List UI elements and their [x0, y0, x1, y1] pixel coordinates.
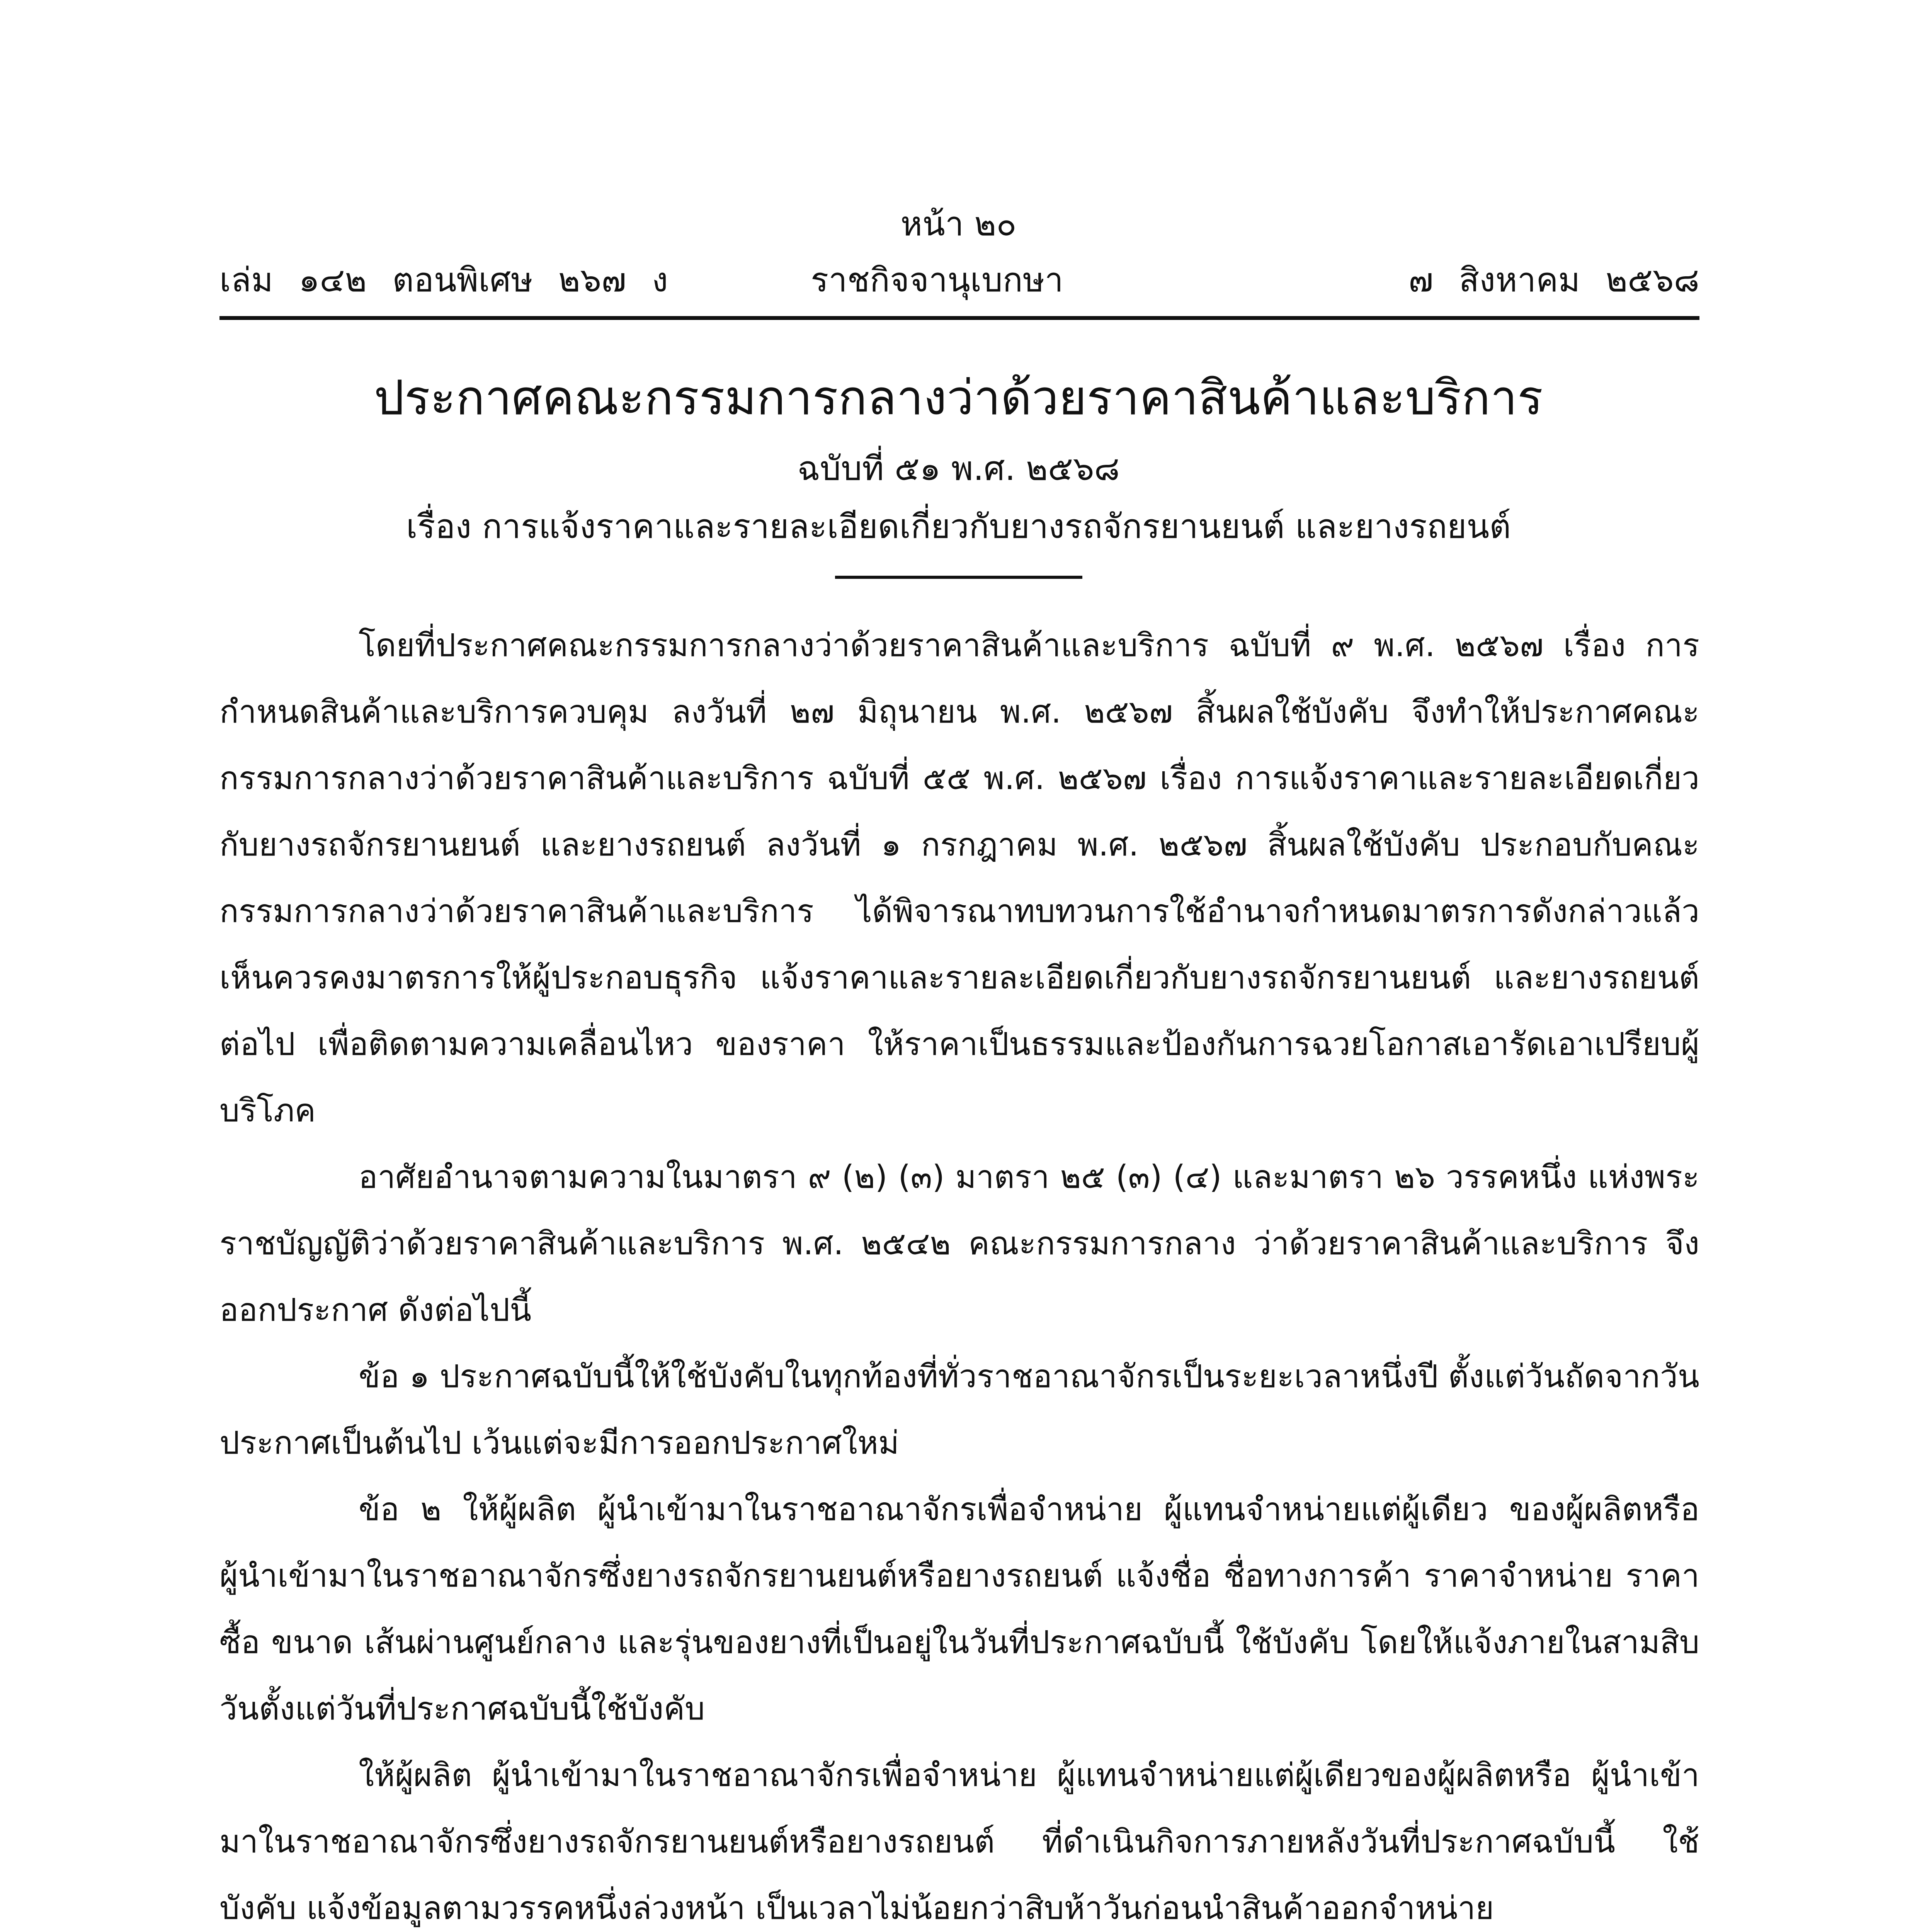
volume-issue: เล่ม ๑๔๒ ตอนพิเศษ ๒๖๗ ง — [219, 261, 668, 299]
paragraph-clause-1: ข้อ ๑ ประกาศฉบับนี้ให้ใช้บังคับในทุกท้องที่ทั่วราชอาณาจักรเป็นระยะเวลาหนึ่งปี ตั้งแต่วันถัดจากวันประกาศเป็นต้นไป เว้นแต่จะมีการออกประกาศใหม่ — [219, 1358, 1699, 1461]
paragraph-clause-2-new-operators: ให้ผู้ผลิต ผู้นำเข้ามาในราชอาณาจักรเพื่อจำหน่าย ผู้แทนจำหน่ายแต่ผู้เดียวของผู้ผลิตหรือ ผู้นำเข้ามาในราชอาณาจักรซึ่งยางรถจักรยานยนต์หรือยางรถยนต์ ที่ดำเนินกิจการภายหลังวันที่ประกาศฉบับนี้ ใช้บังคับ แจ้งข้อมูลตามวรรคหนึ่งล่วงหน้า เป็นเวลาไม่น้อยกว่าสิบห้าวันก่อนนำสินค้าออกจำหน่าย — [219, 1757, 1699, 1927]
paragraph-authority: อาศัยอำนาจตามความในมาตรา ๙ (๒) (๓) มาตรา ๒๕ (๓) (๔) และมาตรา ๒๖ วรรคหนึ่ง แห่งพระราชบัญญัติว่าด้วยราคาสินค้าและบริการ พ.ศ. ๒๕๔๒ คณะกรรมการกลาง ว่าด้วยราคาสินค้าและบริการ จึงออกประกาศ ดังต่อไปนี้ — [219, 1159, 1699, 1328]
announcement-issue: ฉบับที่ ๕๑ พ.ศ. ๒๕๖๘ — [797, 449, 1120, 488]
paragraph-preamble: โดยที่ประกาศคณะกรรมการกลางว่าด้วยราคาสินค้าและบริการ ฉบับที่ ๙ พ.ศ. ๒๕๖๗ เรื่อง การกำหนดสินค้าและบริการควบคุม ลงวันที่ ๒๗ มิถุนายน พ.ศ. ๒๕๖๗ สิ้นผลใช้บังคับ จึงทำให้ประกาศคณะกรรมการกลางว่าด้วยราคาสินค้าและบริการ ฉบับที่ ๕๕ พ.ศ. ๒๕๖๗ เรื่อง การแจ้งราคาและรายละเอียดเกี่ยวกับยางรถจักรยานยนต์ และยางรถยนต์ ลงวันที่ ๑ กรกฎาคม พ.ศ. ๒๕๖๗ สิ้นผลใช้บังคับ ประกอบกับคณะกรรมการกลางว่าด้วยราคาสินค้าและบริการ ได้พิจารณาทบทวนการใช้อำนาจกำหนดมาตรการดังกล่าวแล้ว เห็นควรคงมาตรการให้ผู้ประกอบธุรกิจ แจ้งราคาและรายละเอียดเกี่ยวกับยางรถจักรยานยนต์ และยางรถยนต์ต่อไป เพื่อติดตามความเคลื่อนไหว ของราคา ให้ราคาเป็นธรรมและป้องกันการฉวยโอกาสเอารัดเอาเปรียบผู้บริโภค — [219, 627, 1699, 1129]
paragraph-clause-2: ข้อ ๒ ให้ผู้ผลิต ผู้นำเข้ามาในราชอาณาจักรเพื่อจำหน่าย ผู้แทนจำหน่ายแต่ผู้เดียว ของผู้ผลิตหรือผู้นำเข้ามาในราชอาณาจักรซึ่งยางรถจักรยานยนต์หรือยางรถยนต์ แจ้งชื่อ ชื่อทางการค้า ราคาจำหน่าย ราคาซื้อ ขนาด เส้นผ่านศูนย์กลาง และรุ่นของยางที่เป็นอยู่ในวันที่ประกาศฉบับนี้ ใช้บังคับ โดยให้แจ้งภายในสามสิบวันตั้งแต่วันที่ประกาศฉบับนี้ใช้บังคับ — [219, 1491, 1699, 1727]
title-divider — [835, 576, 1082, 579]
announcement-subject: เรื่อง การแจ้งราคาและรายละเอียดเกี่ยวกับยางรถจักรยานยนต์ และยางรถยนต์ — [406, 507, 1511, 546]
announcement-body — [219, 612, 1699, 1932]
announcement-title-block — [0, 359, 1917, 579]
publication-date: ๗ สิงหาคม ๒๕๖๘ — [1408, 261, 1699, 299]
gazette-header — [219, 257, 1699, 307]
publication-name: ราชกิจจานุเบกษา — [811, 261, 1063, 299]
page-number: หน้า ๒๐ — [900, 205, 1017, 243]
announcement-title: ประกาศคณะกรรมการกลางว่าด้วยราคาสินค้าและบริการ — [374, 370, 1543, 426]
header-divider — [219, 316, 1699, 320]
